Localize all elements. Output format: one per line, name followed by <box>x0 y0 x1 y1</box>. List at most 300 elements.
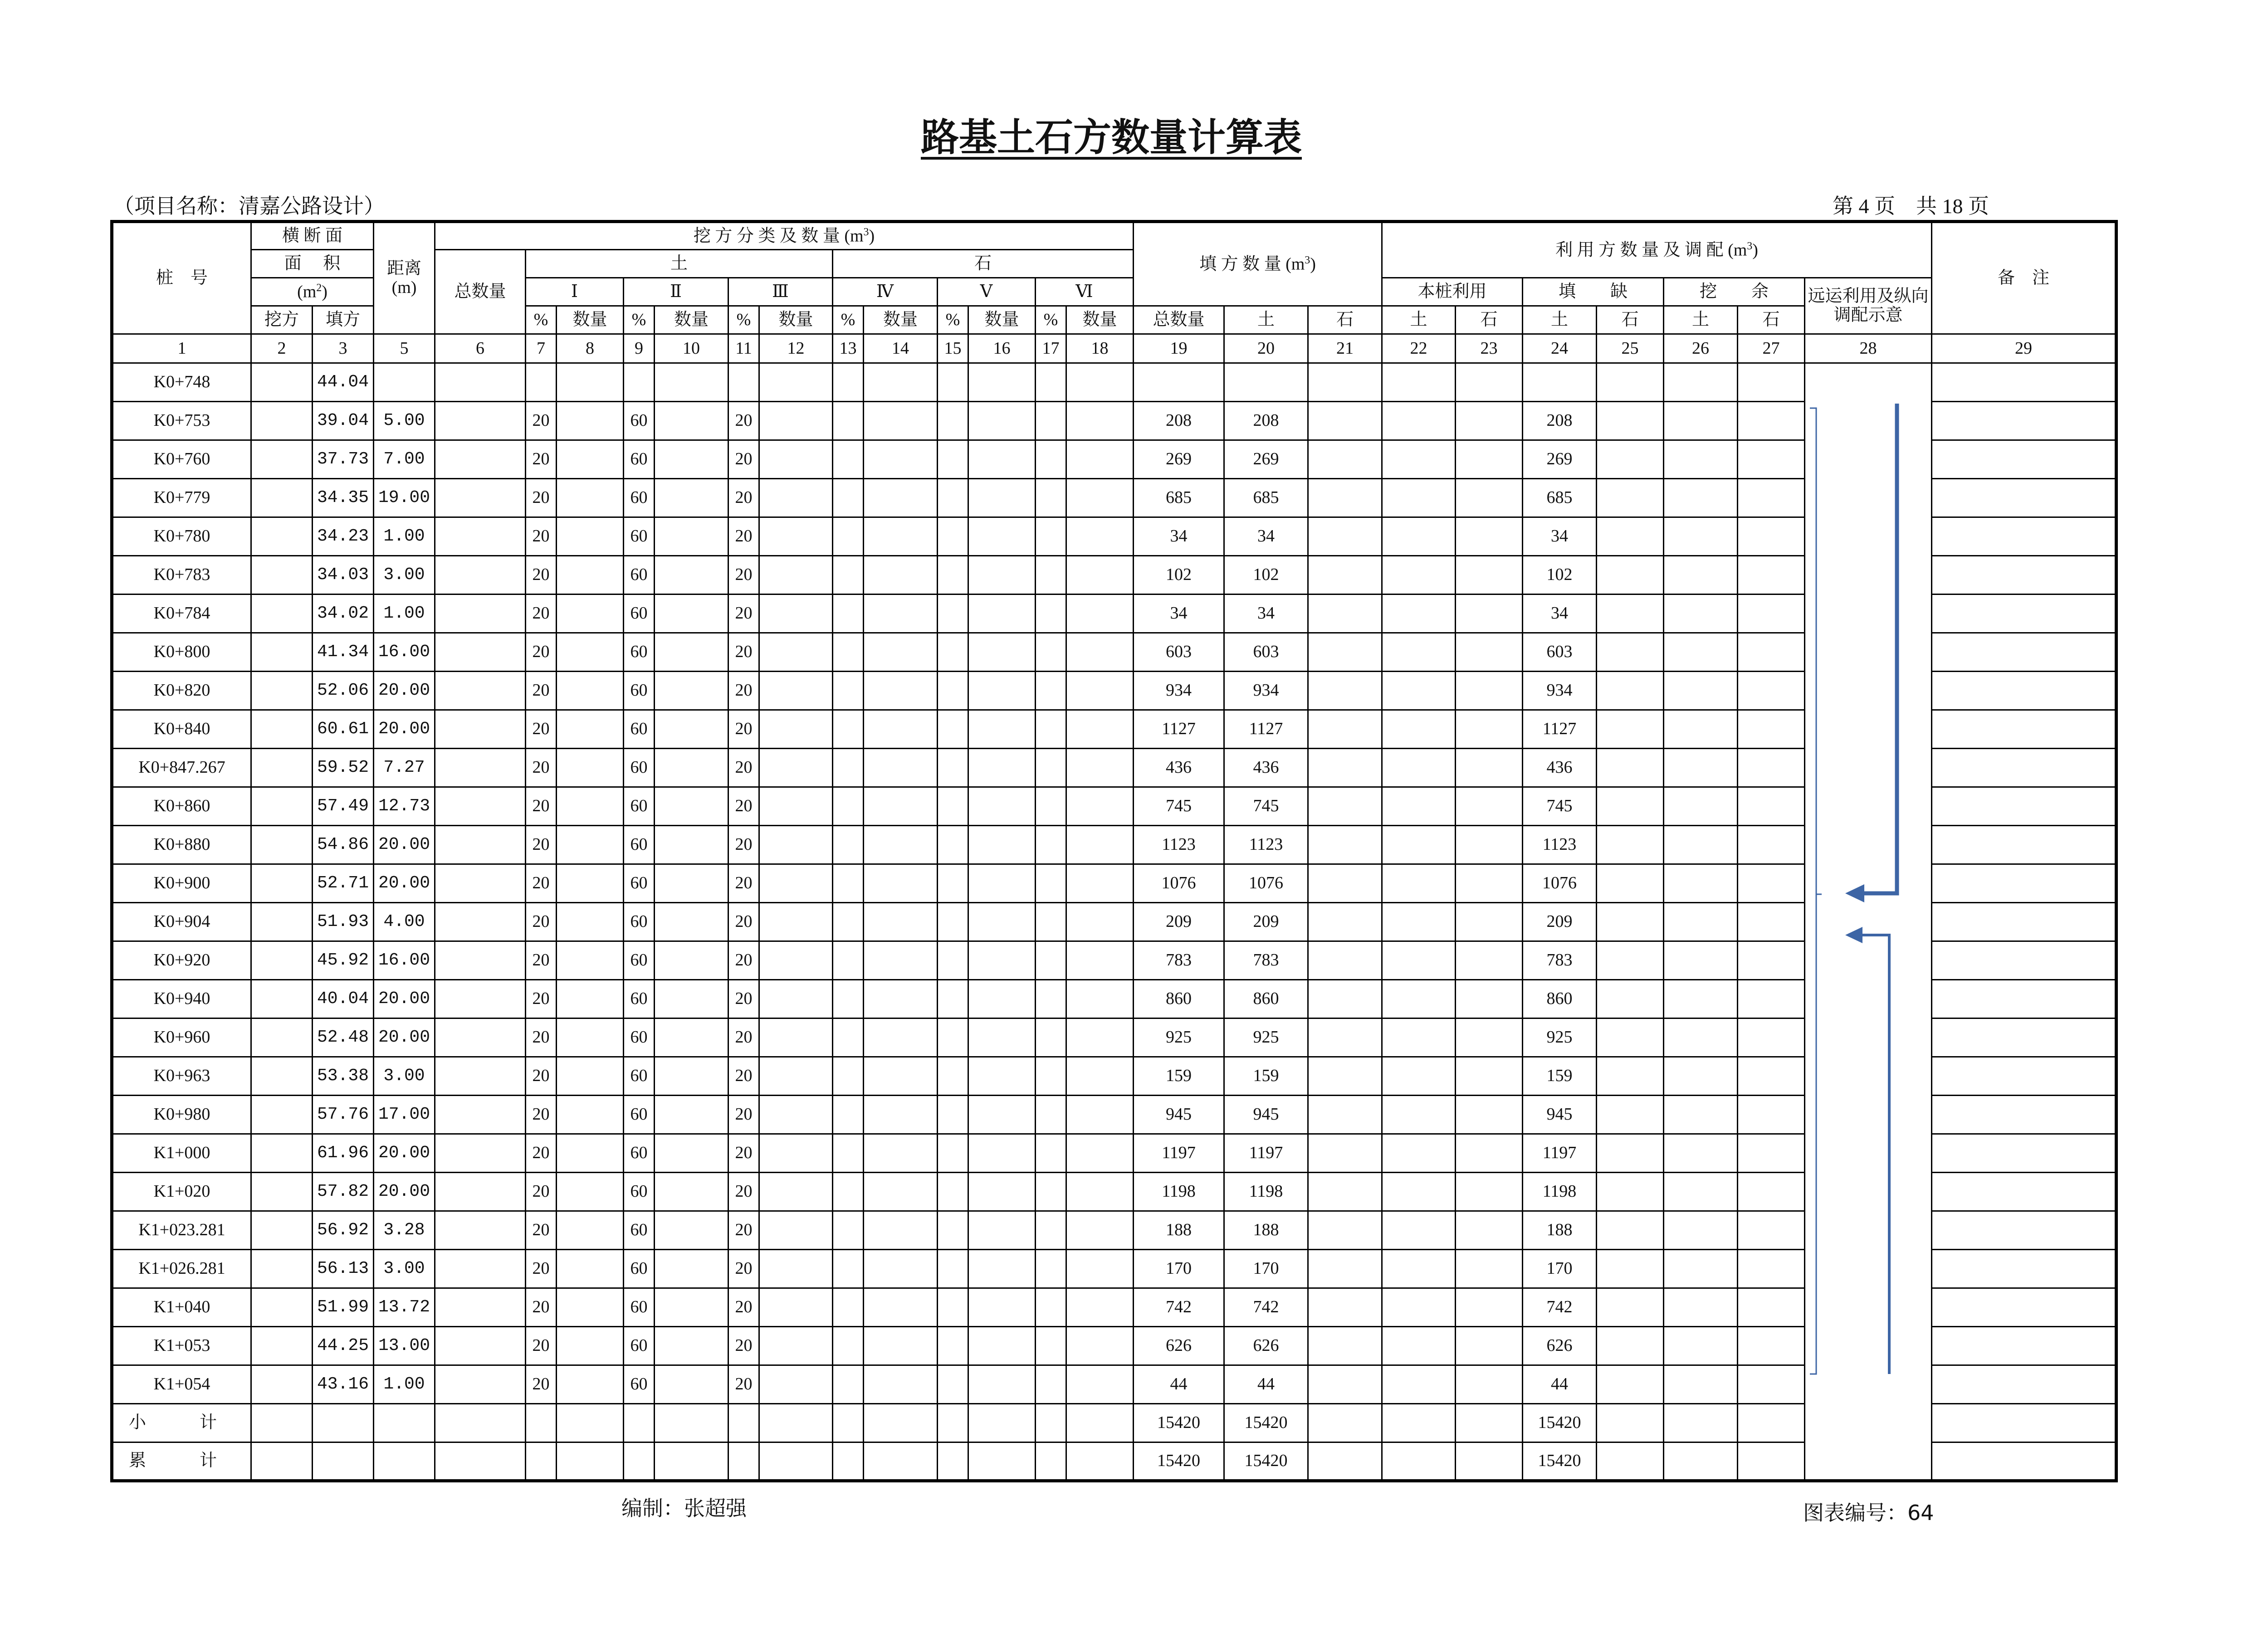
empty-cell <box>938 517 968 556</box>
empty-cell <box>1382 749 1456 787</box>
empty-cell <box>1932 1327 2116 1365</box>
empty-cell <box>1066 941 1134 980</box>
distance-cell: 20.00 <box>374 1173 435 1211</box>
empty-cell <box>1932 749 2116 787</box>
column-number: 21 <box>1308 334 1382 363</box>
pct-class-3-cell: 20 <box>728 1173 759 1211</box>
empty-cell <box>1738 1327 1805 1365</box>
empty-cell <box>557 903 624 941</box>
empty-cell <box>1932 1057 2116 1096</box>
empty-cell <box>1456 1173 1523 1211</box>
empty-cell <box>938 941 968 980</box>
empty-cell <box>968 1211 1036 1250</box>
empty-cell <box>1382 1250 1456 1288</box>
empty-cell <box>759 826 833 864</box>
pct-class-3-cell: 20 <box>728 633 759 672</box>
empty-cell <box>1932 787 2116 826</box>
fill-soil-cell: 1076 <box>1224 864 1308 903</box>
header-cut: 挖方 <box>251 306 313 334</box>
column-number: 16 <box>968 334 1036 363</box>
empty-cell <box>759 1404 833 1442</box>
fill-area-cell: 52.71 <box>313 864 374 903</box>
empty-cell <box>1382 517 1456 556</box>
empty-cell <box>1066 1288 1134 1327</box>
pct-class-2-cell: 60 <box>624 1365 655 1404</box>
empty-cell <box>1036 1211 1066 1250</box>
empty-cell <box>1597 479 1664 517</box>
header-rock2: 石 <box>1597 306 1664 334</box>
column-number-row <box>112 334 2116 363</box>
empty-cell <box>435 402 526 440</box>
pct-class-3-cell: 20 <box>728 1250 759 1288</box>
empty-cell <box>1036 402 1066 440</box>
shortage-soil-cell: 603 <box>1523 633 1597 672</box>
station-cell: K0+860 <box>112 787 251 826</box>
fill-total-cell: 603 <box>1134 633 1224 672</box>
empty-cell <box>1664 517 1738 556</box>
empty-cell <box>655 1250 728 1288</box>
empty-cell <box>435 363 526 402</box>
empty-cell <box>435 633 526 672</box>
empty-cell <box>938 1018 968 1057</box>
empty-cell <box>1382 1211 1456 1250</box>
empty-cell <box>1456 1096 1523 1134</box>
empty-cell <box>1456 1442 1523 1481</box>
shortage-soil-cell: 745 <box>1523 787 1597 826</box>
project-name: （项目名称：清嘉公路设计） <box>113 195 385 218</box>
empty-cell <box>968 1173 1036 1211</box>
empty-cell <box>1382 1404 1456 1442</box>
empty-cell <box>251 517 313 556</box>
station-cell: K0+753 <box>112 402 251 440</box>
empty-cell <box>1932 479 2116 517</box>
empty-cell <box>557 826 624 864</box>
empty-cell <box>864 517 938 556</box>
fill-total-cell: 269 <box>1134 440 1224 479</box>
fill-soil-cell: 1127 <box>1224 710 1308 749</box>
empty-cell <box>1932 363 2116 402</box>
empty-cell <box>938 556 968 594</box>
fill-soil-cell: 783 <box>1224 941 1308 980</box>
fill-total-cell: 159 <box>1134 1057 1224 1096</box>
empty-cell <box>1597 980 1664 1018</box>
empty-cell <box>864 826 938 864</box>
empty-cell <box>968 440 1036 479</box>
empty-cell <box>1738 440 1805 479</box>
pct-class-1-cell: 20 <box>526 556 557 594</box>
distance-cell: 20.00 <box>374 1018 435 1057</box>
fill-area-cell: 34.02 <box>313 594 374 633</box>
fill-soil-cell: 269 <box>1224 440 1308 479</box>
station-cell: K1+040 <box>112 1288 251 1327</box>
distance-cell: 5.00 <box>374 402 435 440</box>
fill-soil-cell: 34 <box>1224 594 1308 633</box>
empty-cell <box>833 517 864 556</box>
empty-cell <box>1382 903 1456 941</box>
header-class-4: Ⅳ <box>833 278 938 306</box>
empty-cell <box>1036 864 1066 903</box>
fill-total-cell: 1127 <box>1134 710 1224 749</box>
empty-cell <box>313 1404 374 1442</box>
empty-cell <box>968 1404 1036 1442</box>
column-number: 15 <box>938 334 968 363</box>
pct-class-3-cell <box>728 363 759 402</box>
empty-cell <box>1664 1057 1738 1096</box>
empty-cell <box>864 1134 938 1173</box>
cumulative-row-fill-soil: 15420 <box>1224 1442 1308 1481</box>
empty-cell <box>1664 594 1738 633</box>
empty-cell <box>1932 1288 2116 1327</box>
empty-cell <box>1456 517 1523 556</box>
empty-cell <box>968 710 1036 749</box>
empty-cell <box>759 594 833 633</box>
empty-cell <box>968 1134 1036 1173</box>
fill-area-cell: 34.35 <box>313 479 374 517</box>
pct-class-1-cell: 20 <box>526 672 557 710</box>
fill-total-cell: 925 <box>1134 1018 1224 1057</box>
empty-cell <box>1036 787 1066 826</box>
pct-class-1-cell: 20 <box>526 1134 557 1173</box>
empty-cell <box>435 826 526 864</box>
column-number: 10 <box>655 334 728 363</box>
empty-cell <box>938 826 968 864</box>
empty-cell <box>251 1327 313 1365</box>
empty-cell <box>1664 710 1738 749</box>
empty-cell <box>938 749 968 787</box>
pct-class-3-cell: 20 <box>728 1096 759 1134</box>
empty-cell <box>759 749 833 787</box>
empty-cell <box>1664 479 1738 517</box>
empty-cell <box>557 1327 624 1365</box>
distance-cell: 17.00 <box>374 1096 435 1134</box>
header-class-5: Ⅴ <box>938 278 1036 306</box>
empty-cell <box>1456 672 1523 710</box>
empty-cell <box>1456 980 1523 1018</box>
empty-cell <box>1664 633 1738 672</box>
column-number: 13 <box>833 334 864 363</box>
empty-cell <box>1036 1288 1066 1327</box>
empty-cell <box>938 1057 968 1096</box>
empty-cell <box>655 1211 728 1250</box>
empty-cell <box>251 633 313 672</box>
fill-area-cell: 53.38 <box>313 1057 374 1096</box>
empty-cell <box>968 556 1036 594</box>
empty-cell <box>1382 402 1456 440</box>
empty-cell <box>1932 1134 2116 1173</box>
empty-cell <box>251 1365 313 1404</box>
empty-cell <box>1308 1134 1382 1173</box>
empty-cell <box>557 1365 624 1404</box>
empty-cell <box>968 1327 1036 1365</box>
empty-cell <box>1597 903 1664 941</box>
empty-cell <box>1456 1404 1523 1442</box>
empty-cell <box>1382 1096 1456 1134</box>
empty-cell <box>864 864 938 903</box>
empty-cell <box>968 980 1036 1018</box>
pct-class-2-cell <box>624 363 655 402</box>
empty-cell <box>557 672 624 710</box>
pct-class-2-cell: 60 <box>624 1327 655 1365</box>
empty-cell <box>655 517 728 556</box>
header-class-1: Ⅰ <box>526 278 624 306</box>
empty-cell <box>655 440 728 479</box>
pct-class-1-cell <box>526 363 557 402</box>
fill-soil-cell: 1197 <box>1224 1134 1308 1173</box>
empty-cell <box>864 1173 938 1211</box>
pct-class-3-cell: 20 <box>728 1288 759 1327</box>
shortage-soil-cell: 1127 <box>1523 710 1597 749</box>
empty-cell <box>1597 672 1664 710</box>
pct-class-2-cell: 60 <box>624 672 655 710</box>
fill-area-cell: 61.96 <box>313 1134 374 1173</box>
empty-cell <box>864 440 938 479</box>
empty-cell <box>1382 1057 1456 1096</box>
fill-soil-cell: 102 <box>1224 556 1308 594</box>
empty-cell <box>1456 1018 1523 1057</box>
empty-cell <box>1308 710 1382 749</box>
station-cell: K0+880 <box>112 826 251 864</box>
distance-cell: 3.00 <box>374 1057 435 1096</box>
empty-cell <box>1738 1173 1805 1211</box>
empty-cell <box>1382 556 1456 594</box>
empty-cell <box>1066 440 1134 479</box>
empty-cell <box>1036 633 1066 672</box>
fill-total-cell: 685 <box>1134 479 1224 517</box>
station-cell: K0+960 <box>112 1018 251 1057</box>
empty-cell <box>435 864 526 903</box>
empty-cell <box>1036 1404 1066 1442</box>
empty-cell <box>864 1365 938 1404</box>
empty-cell <box>833 749 864 787</box>
empty-cell <box>435 787 526 826</box>
pct-class-2-cell: 60 <box>624 1134 655 1173</box>
empty-cell <box>435 1404 526 1442</box>
distance-cell: 1.00 <box>374 517 435 556</box>
empty-cell <box>435 1211 526 1250</box>
header-this-station: 本桩利用 <box>1382 278 1523 306</box>
header-soil: 土 <box>526 250 833 278</box>
empty-cell <box>759 1057 833 1096</box>
fill-area-cell: 41.34 <box>313 633 374 672</box>
empty-cell <box>557 941 624 980</box>
header-utilization: 利 用 方 数 量 及 调 配 $(m^3)$ <box>1382 222 1932 278</box>
empty-cell <box>251 1057 313 1096</box>
empty-cell <box>1036 1250 1066 1288</box>
empty-cell <box>1456 440 1523 479</box>
pct-class-1-cell: 20 <box>526 440 557 479</box>
distance-cell: 20.00 <box>374 710 435 749</box>
station-cell: K0+784 <box>112 594 251 633</box>
empty-cell <box>1664 556 1738 594</box>
empty-cell <box>1456 402 1523 440</box>
pct-class-3-cell: 20 <box>728 941 759 980</box>
empty-cell <box>759 479 833 517</box>
empty-cell <box>1308 903 1382 941</box>
shortage-soil-cell: 102 <box>1523 556 1597 594</box>
pct-class-1-cell: 20 <box>526 903 557 941</box>
shortage-soil-cell: 1198 <box>1523 1173 1597 1211</box>
station-cell: K0+900 <box>112 864 251 903</box>
shortage-soil-cell: 269 <box>1523 440 1597 479</box>
empty-cell <box>938 440 968 479</box>
distance-cell: 16.00 <box>374 941 435 980</box>
empty-cell <box>1066 1018 1134 1057</box>
pct-class-1-cell: 20 <box>526 402 557 440</box>
empty-cell <box>1382 1365 1456 1404</box>
empty-cell <box>251 1096 313 1134</box>
empty-cell <box>655 864 728 903</box>
header-fill-total: 总数量 <box>1134 306 1224 334</box>
pct-class-2-cell: 60 <box>624 440 655 479</box>
empty-cell <box>1066 903 1134 941</box>
empty-cell <box>1597 710 1664 749</box>
empty-cell <box>655 1404 728 1442</box>
empty-cell <box>864 1096 938 1134</box>
distance-cell: 3.00 <box>374 556 435 594</box>
fill-total-cell: 742 <box>1134 1288 1224 1327</box>
fill-soil-cell: 1123 <box>1224 826 1308 864</box>
column-number: 8 <box>557 334 624 363</box>
empty-cell <box>833 903 864 941</box>
fill-soil-cell: 860 <box>1224 980 1308 1018</box>
header-qty: 数量 <box>1066 306 1134 334</box>
empty-cell <box>968 633 1036 672</box>
empty-cell <box>1382 826 1456 864</box>
shortage-soil-cell: 170 <box>1523 1250 1597 1288</box>
pct-class-1-cell: 20 <box>526 1057 557 1096</box>
empty-cell <box>968 1442 1036 1481</box>
empty-cell <box>655 1442 728 1481</box>
empty-cell <box>1308 1442 1382 1481</box>
empty-cell <box>655 787 728 826</box>
distance-cell: 3.00 <box>374 1250 435 1288</box>
empty-cell <box>251 402 313 440</box>
empty-cell <box>938 594 968 633</box>
empty-cell <box>1066 710 1134 749</box>
empty-cell <box>1036 1018 1066 1057</box>
empty-cell <box>1066 556 1134 594</box>
empty-cell <box>938 1096 968 1134</box>
cumulative-row-fill-total: 15420 <box>1134 1442 1224 1481</box>
empty-cell <box>938 1288 968 1327</box>
empty-cell <box>1066 594 1134 633</box>
empty-cell <box>1664 363 1738 402</box>
empty-cell <box>1066 1250 1134 1288</box>
empty-cell <box>251 1250 313 1288</box>
empty-cell <box>655 1057 728 1096</box>
empty-cell <box>1036 672 1066 710</box>
pct-class-1-cell: 20 <box>526 980 557 1018</box>
empty-cell <box>1597 1096 1664 1134</box>
empty-cell <box>624 1404 655 1442</box>
empty-cell <box>938 864 968 903</box>
empty-cell <box>1308 672 1382 710</box>
empty-cell <box>655 749 728 787</box>
empty-cell <box>759 440 833 479</box>
pct-class-3-cell: 20 <box>728 479 759 517</box>
empty-cell <box>1597 402 1664 440</box>
empty-cell <box>1036 479 1066 517</box>
empty-cell <box>833 1404 864 1442</box>
empty-cell <box>1382 633 1456 672</box>
empty-cell <box>968 402 1036 440</box>
header-fill-area: 填方 <box>313 306 374 334</box>
empty-cell <box>1382 1288 1456 1327</box>
fill-soil-cell <box>1224 363 1308 402</box>
empty-cell <box>1308 1096 1382 1134</box>
empty-cell <box>557 1211 624 1250</box>
empty-cell <box>251 903 313 941</box>
empty-cell <box>1308 1327 1382 1365</box>
empty-cell <box>435 1096 526 1134</box>
empty-cell <box>833 1288 864 1327</box>
empty-cell <box>1932 402 2116 440</box>
empty-cell <box>557 517 624 556</box>
shortage-soil-cell: 934 <box>1523 672 1597 710</box>
empty-cell <box>968 672 1036 710</box>
pct-class-2-cell: 60 <box>624 864 655 903</box>
empty-cell <box>938 1404 968 1442</box>
empty-cell <box>374 1442 435 1481</box>
pct-class-3-cell: 20 <box>728 1211 759 1250</box>
empty-cell <box>1308 594 1382 633</box>
empty-cell <box>1308 556 1382 594</box>
pct-class-3-cell: 20 <box>728 787 759 826</box>
shortage-soil-cell: 436 <box>1523 749 1597 787</box>
empty-cell <box>1308 826 1382 864</box>
empty-cell <box>1738 787 1805 826</box>
header-soil2: 土 <box>1382 306 1456 334</box>
empty-cell <box>1738 633 1805 672</box>
empty-cell <box>1664 672 1738 710</box>
empty-cell <box>1597 517 1664 556</box>
empty-cell <box>1036 980 1066 1018</box>
pct-class-1-cell: 20 <box>526 1365 557 1404</box>
empty-cell <box>1664 749 1738 787</box>
header-qty: 数量 <box>759 306 833 334</box>
empty-cell <box>557 1288 624 1327</box>
header-class-6: Ⅵ <box>1036 278 1134 306</box>
station-cell: K0+980 <box>112 1096 251 1134</box>
empty-cell <box>655 1134 728 1173</box>
empty-cell <box>1597 1134 1664 1173</box>
shortage-soil-cell: 945 <box>1523 1096 1597 1134</box>
fill-total-cell: 44 <box>1134 1365 1224 1404</box>
pct-class-3-cell: 20 <box>728 1018 759 1057</box>
empty-cell <box>1597 787 1664 826</box>
shortage-soil-cell: 626 <box>1523 1327 1597 1365</box>
pct-class-3-cell: 20 <box>728 749 759 787</box>
station-cell: K0+847.267 <box>112 749 251 787</box>
shortage-soil-cell: 1197 <box>1523 1134 1597 1173</box>
empty-cell <box>1382 594 1456 633</box>
empty-cell <box>1738 864 1805 903</box>
shortage-soil-cell: 925 <box>1523 1018 1597 1057</box>
empty-cell <box>833 787 864 826</box>
empty-cell <box>864 749 938 787</box>
fill-soil-cell: 44 <box>1224 1365 1308 1404</box>
empty-cell <box>435 1288 526 1327</box>
empty-cell <box>1597 440 1664 479</box>
empty-cell <box>833 710 864 749</box>
empty-cell <box>864 1404 938 1442</box>
empty-cell <box>1036 903 1066 941</box>
shortage-soil-cell: 783 <box>1523 941 1597 980</box>
fill-area-cell: 44.25 <box>313 1327 374 1365</box>
empty-cell <box>557 402 624 440</box>
empty-cell <box>1597 594 1664 633</box>
empty-cell <box>526 1404 557 1442</box>
